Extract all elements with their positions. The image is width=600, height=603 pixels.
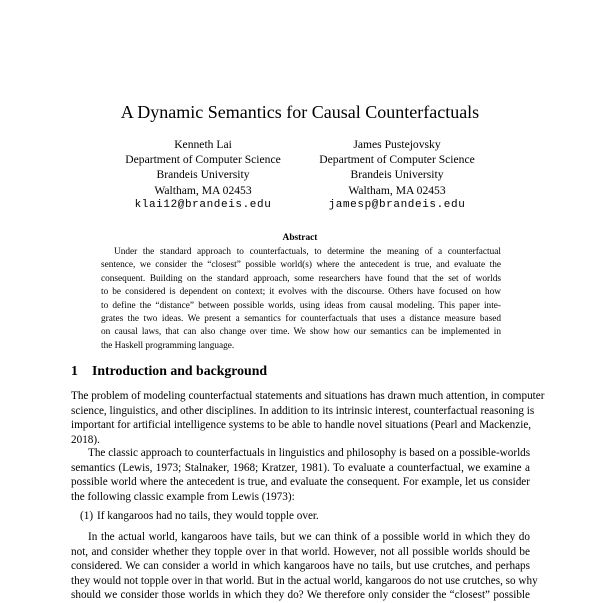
author-location: Waltham, MA 02453 [348, 183, 446, 197]
author-name: James Pustejovsky [353, 138, 441, 151]
abstract-line: consequent. Building on the standard approach, some researchers have found that the set of worlds [101, 273, 501, 284]
author-location: Waltham, MA 02453 [154, 183, 252, 197]
paragraph-line: considered. We can consider a world in which kangaroos have no tails, but use crutches, and perhaps [71, 560, 530, 573]
paragraph-2 [71, 446, 530, 504]
paragraph-line: the following classic example from Lewis (1973): [71, 490, 295, 503]
paragraph-line: not, and consider whether they topple over in that world. However, not all possible worlds should be [71, 545, 530, 558]
paragraph-line: important for artificial intelligence systems to be able to handle novel situations (Pearl and Mackenzie, [71, 419, 532, 432]
paragraph-line: In the actual world, kangaroos have tails, but we can think of a possible world in which they do [88, 531, 530, 543]
paragraph-line: they would not topple over in that world. But in the actual world, kangaroos do not use crutches, so why [71, 574, 538, 587]
author-department: Department of Computer Science [125, 153, 281, 167]
example-number: (1) [80, 510, 94, 522]
paragraph-line: The classic approach to counterfactuals in linguistics and philosophy is based on a possible-worlds [88, 447, 531, 459]
section-title: Introduction and background [92, 363, 268, 378]
author-university: Brandeis University [156, 168, 250, 182]
author-block-2 [297, 137, 497, 213]
abstract-line: the Haskell programming language. [101, 340, 235, 351]
paragraph-1 [71, 389, 545, 447]
author-email: klai12@brandeis.edu [134, 198, 272, 211]
abstract-line: to be considered is dependent on context; it evolves with the discourse. Others have focused on how [101, 287, 501, 298]
author-name: Kenneth Lai [174, 138, 232, 151]
abstract-line: grates the two ideas. We present a semantics for counterfactuals that uses a distance measure based [101, 314, 501, 325]
example-1 [80, 509, 319, 524]
author-email: jamesp@brandeis.edu [328, 198, 466, 211]
paragraph-line: science, linguistics, and other disciplines. In addition to its intrinsic interest, counterfactual reasoning is [71, 404, 535, 417]
example-text: If kangaroos had no tails, they would topple over. [97, 510, 319, 522]
abstract-line: on causal laws, that can also change over time. We show how our semantics can be implemented in [101, 327, 501, 338]
paragraph-line: 2018). [71, 433, 100, 446]
author-block-1 [103, 137, 303, 213]
paragraph-line: should we consider those worlds in which they do? We therefore only consider the “closest” possible [71, 589, 530, 602]
author-university: Brandeis University [350, 168, 444, 182]
abstract-line: Under the standard approach to counterfactuals, to determine the meaning of a counterfactual [114, 247, 501, 257]
paragraph-3 [71, 530, 538, 603]
section-heading [71, 362, 531, 380]
abstract-body [101, 246, 501, 353]
paragraph-line: The problem of modeling counterfactual statements and situations has drawn much attention, in computer [71, 390, 545, 402]
paragraph-line: semantics (Lewis, 1973; Stalnaker, 1968; Kratzer, 1981). To evaluate a counterfactual, we examine a [71, 461, 530, 474]
abstract-line: sentence, we consider the “closest” possible world(s) where the antecedent is true, and evaluate the [101, 260, 501, 271]
section-number: 1 [71, 363, 78, 378]
paragraph-line: possible world where the antecedent is true, and evaluate the consequent. For example, let us consider [71, 476, 530, 489]
abstract-heading: Abstract [282, 233, 318, 243]
abstract-line: to define the “distance” between possible worlds, using ideas from causal modeling. This paper inte- [101, 300, 501, 311]
author-department: Department of Computer Science [319, 153, 475, 167]
paper-title: A Dynamic Semantics for Causal Counterfactuals [120, 102, 480, 122]
